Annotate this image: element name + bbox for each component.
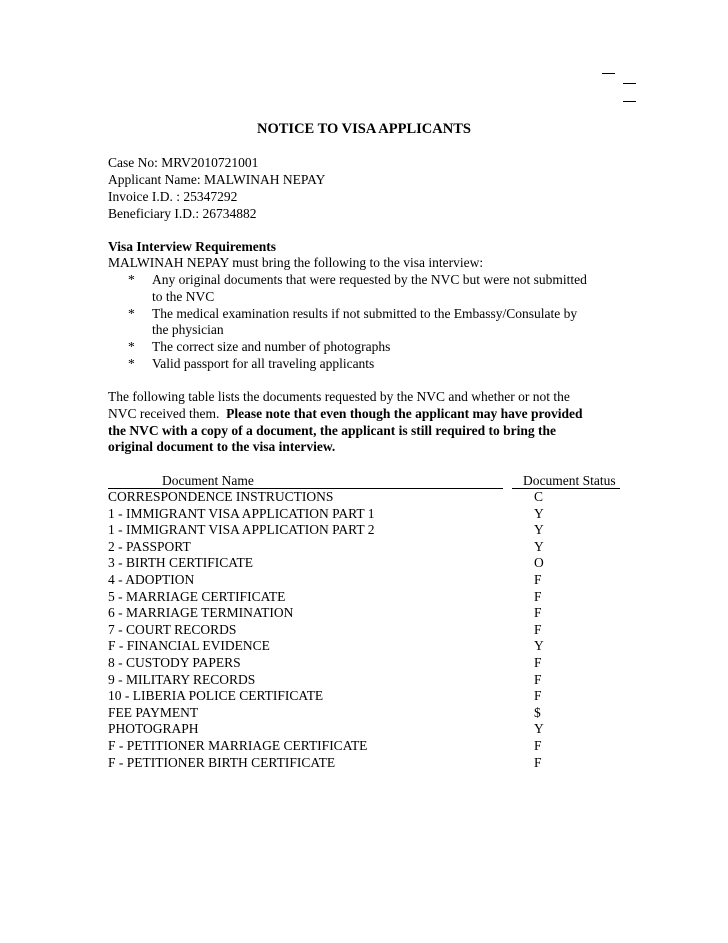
document-status-cell: F (534, 738, 542, 753)
table-row (108, 704, 628, 721)
table-row (108, 637, 628, 654)
bullet-marker: * (128, 339, 135, 354)
document-name-cell: F - FINANCIAL EVIDENCE (108, 638, 270, 654)
document-status-cell: F (534, 688, 542, 704)
requirement-text: to the NVC (152, 289, 215, 304)
document-status-cell: F (534, 605, 542, 621)
document-name-cell: F - PETITIONER BIRTH CERTIFICATE (108, 754, 336, 770)
note-emphasis-line: the NVC with a copy of a document, the applicant is still required to bring the (108, 423, 557, 438)
case-number: Case No: MRV2010721001 (108, 155, 259, 170)
requirement-text: Valid passport for all traveling applicants (152, 356, 375, 371)
document-name-cell: 4 - ADOPTION (108, 572, 195, 587)
table-row (108, 737, 628, 754)
document-status-cell: F (534, 655, 542, 670)
document-status-cell: $ (534, 704, 541, 720)
requirements-intro: MALWINAH NEPAY must bring the following to the visa interview: (108, 255, 484, 270)
requirement-text: The correct size and number of photographs (152, 339, 391, 354)
document-status-cell: F (534, 671, 542, 687)
table-row (108, 687, 628, 704)
document-status-cell: F (534, 572, 542, 587)
table-header-document-name: Document Name (162, 473, 254, 488)
bullet-marker: * (128, 306, 135, 321)
table-row (108, 754, 628, 771)
document-status-cell: F (534, 621, 542, 637)
page-title: NOTICE TO VISA APPLICANTS (257, 121, 471, 137)
corner-mark-1 (602, 73, 615, 74)
document-status-cell: Y (534, 638, 544, 654)
table-row (108, 554, 628, 571)
document-name-cell: 8 - CUSTODY PAPERS (108, 655, 241, 670)
document-name-cell: 3 - BIRTH CERTIFICATE (108, 555, 253, 571)
requirements-heading: Visa Interview Requirements (108, 239, 276, 254)
table-header-document-status: Document Status (523, 473, 616, 488)
note-line (108, 405, 582, 422)
document-status-cell: F (534, 754, 542, 770)
note-emphasis-line: original document to the visa interview. (108, 439, 336, 454)
document-name-cell: 9 - MILITARY RECORDS (108, 671, 256, 687)
document-name-cell: 2 - PASSPORT (108, 538, 191, 554)
beneficiary-id: Beneficiary I.D.: 26734882 (108, 206, 257, 221)
note-text: NVC received them. (108, 406, 227, 421)
note-emphasis: Please note that even though the applicant may have provided (226, 406, 583, 421)
document-name-cell: 1 - IMMIGRANT VISA APPLICATION PART 1 (108, 505, 375, 521)
note-line: The following table lists the documents requested by the NVC and whether or not the (108, 389, 570, 404)
document-name-cell: F - PETITIONER MARRIAGE CERTIFICATE (108, 738, 368, 753)
table-row (108, 720, 628, 737)
corner-mark-2 (623, 83, 636, 84)
table-row (108, 671, 628, 688)
document-name-cell: 5 - MARRIAGE CERTIFICATE (108, 588, 286, 604)
document-status-cell: Y (534, 505, 544, 521)
requirement-text: The medical examination results if not submitted to the Embassy/Consulate by (152, 306, 578, 321)
table-row (108, 538, 628, 555)
table-row (108, 505, 628, 522)
table-row (108, 588, 628, 605)
bullet-marker: * (128, 272, 135, 287)
document-status-cell: Y (534, 522, 544, 538)
document-status-cell: Y (534, 721, 544, 737)
document-status-cell: Y (534, 538, 544, 554)
table-row (108, 621, 628, 638)
requirement-text: the physician (152, 322, 224, 337)
document-name-cell: 6 - MARRIAGE TERMINATION (108, 605, 294, 621)
applicant-name: Applicant Name: MALWINAH NEPAY (108, 172, 326, 187)
table-row (108, 488, 628, 505)
document-status-cell: F (534, 588, 542, 604)
table-row (108, 604, 628, 621)
document-name-cell: 10 - LIBERIA POLICE CERTIFICATE (108, 688, 324, 704)
bullet-marker: * (128, 356, 135, 371)
table-row (108, 521, 628, 538)
document-name-cell: FEE PAYMENT (108, 704, 199, 720)
invoice-id: Invoice I.D. : 25347292 (108, 189, 238, 204)
document-status-cell: C (534, 489, 544, 504)
document-name-cell: 1 - IMMIGRANT VISA APPLICATION PART 2 (108, 522, 375, 538)
document-name-cell: 7 - COURT RECORDS (108, 621, 237, 637)
document-status-cell: O (534, 555, 544, 571)
corner-mark-3 (623, 101, 636, 102)
table-row (108, 571, 628, 588)
document-name-cell: CORRESPONDENCE INSTRUCTIONS (108, 489, 334, 504)
document-name-cell: PHOTOGRAPH (108, 721, 199, 737)
table-row (108, 654, 628, 671)
requirement-text: Any original documents that were requested by the NVC but were not submitted (152, 272, 587, 287)
